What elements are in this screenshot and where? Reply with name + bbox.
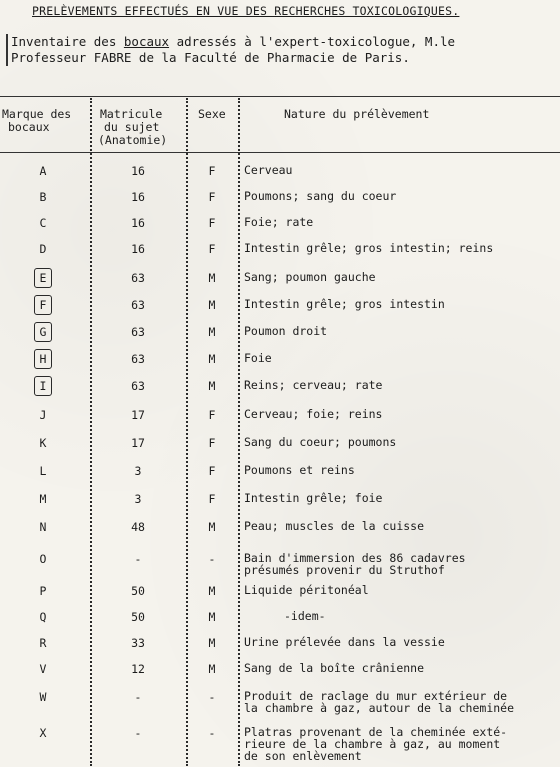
table-row [0, 298, 560, 320]
row-nature [244, 464, 560, 476]
intro-paragraph [6, 34, 551, 66]
mark-letter: L [39, 464, 47, 478]
row-sex: - [208, 690, 216, 704]
row-matricule: 63 [131, 325, 145, 339]
intro-line-2: Professeur FABRE de la Faculté de Pharmacie de Paris. [11, 50, 410, 65]
header-nature: Nature du prélèvement [284, 107, 430, 121]
row-matricule: 63 [131, 271, 145, 285]
row-nature [244, 492, 560, 504]
row-nature [244, 662, 560, 674]
row-nature-line-1: Peau; muscles de la cuisse [244, 519, 425, 533]
row-nature [244, 610, 560, 622]
table-row [0, 464, 560, 486]
mark-letter: A [39, 164, 47, 178]
row-nature-line-1: Poumon droit [244, 324, 328, 338]
row-sex: M [208, 520, 216, 534]
row-sex: M [208, 298, 216, 312]
header-matricule-line-1: Matricule [100, 107, 163, 121]
row-nature-line-2: présumés provenir du Struthof [244, 563, 445, 577]
boxed-mark-letter: I [34, 376, 53, 396]
table-row [0, 725, 560, 763]
row-nature-line-1: Cerveau; foie; reins [244, 407, 383, 421]
row-nature-line-1: Sang du coeur; poumons [244, 435, 397, 449]
row-matricule: 33 [131, 636, 145, 650]
row-matricule: - [134, 726, 142, 740]
row-nature [244, 298, 560, 310]
row-sex: F [208, 216, 216, 230]
row-mark [0, 492, 86, 506]
header-mark-line-2: bocaux [8, 120, 50, 134]
row-nature-line-1: Sang de la boîte crânienne [244, 661, 425, 675]
row-nature-line-1: Produit de raclage du mur extérieur de [244, 689, 508, 703]
row-nature-line-2: la chambre à gaz, autour de la cheminée [244, 701, 515, 715]
table-row [0, 271, 560, 293]
row-sex: F [208, 492, 216, 506]
boxed-mark-letter: H [34, 349, 53, 369]
row-mark [0, 610, 86, 624]
mark-letter: X [39, 726, 47, 740]
row-matricule: 16 [131, 190, 145, 204]
header-mark-line-1: Marque des [2, 107, 72, 121]
row-nature [244, 552, 560, 576]
row-nature-line-3: de son enlèvement [244, 749, 362, 763]
table-row [0, 242, 560, 264]
mark-letter: M [39, 492, 47, 506]
mark-letter: J [39, 408, 47, 422]
row-sex: F [208, 464, 216, 478]
row-mark [0, 325, 86, 342]
row-sex: F [208, 242, 216, 256]
row-sex: M [208, 352, 216, 366]
table-header-rule [0, 152, 560, 153]
row-sex: M [208, 325, 216, 339]
table-row [0, 352, 560, 374]
row-sex: F [208, 436, 216, 450]
row-mark [0, 464, 86, 478]
row-mark [0, 298, 86, 315]
row-matricule: 3 [134, 464, 142, 478]
table-row [0, 190, 560, 212]
boxed-mark-letter: G [34, 322, 53, 342]
row-matricule: 16 [131, 164, 145, 178]
intro-line-1-pre: Inventaire des [11, 34, 124, 49]
header-matricule-line-3: (Anatomie) [98, 133, 168, 147]
row-sex: F [208, 408, 216, 422]
row-mark [0, 216, 86, 230]
row-nature-line-1: Platras provenant de la cheminée exté- [244, 725, 508, 739]
table-row [0, 492, 560, 514]
row-nature-line-1: Poumons; sang du coeur [244, 189, 397, 203]
table-row [0, 551, 560, 577]
table-row [0, 662, 560, 684]
row-sex: F [208, 164, 216, 178]
row-mark [0, 436, 86, 450]
table-row [0, 164, 560, 186]
row-mark [0, 636, 86, 650]
row-sex: M [208, 610, 216, 624]
row-mark [0, 520, 86, 534]
table-row [0, 689, 560, 715]
table-row [0, 436, 560, 458]
mark-letter: V [39, 662, 47, 676]
row-nature [244, 436, 560, 448]
mark-letter: W [39, 690, 47, 704]
row-mark [0, 552, 86, 566]
page-title: PRELÈVEMENTS EFFECTUÉS EN VUE DES RECHERCHES TOXICOLOGIQUES. [32, 4, 460, 18]
mark-letter: B [39, 190, 47, 204]
row-matricule: 16 [131, 216, 145, 230]
header-matricule-line-2: du sujet [104, 120, 160, 134]
row-nature-line-1: Sang; poumon gauche [244, 270, 376, 284]
table-row [0, 325, 560, 347]
table-row [0, 584, 560, 606]
row-sex: - [208, 726, 216, 740]
row-nature [244, 271, 560, 283]
row-nature [244, 216, 560, 228]
row-mark [0, 164, 86, 178]
row-nature [244, 352, 560, 364]
row-sex: M [208, 636, 216, 650]
row-mark [0, 271, 86, 288]
row-nature-line-1: Urine prélevée dans la vessie [244, 635, 445, 649]
row-nature [244, 636, 560, 648]
row-mark [0, 726, 86, 740]
row-mark [0, 584, 86, 598]
row-mark [0, 379, 86, 396]
row-sex: F [208, 190, 216, 204]
table-row [0, 610, 560, 632]
row-nature-line-1: Bain d'immersion des 86 cadavres [244, 551, 466, 565]
row-matricule: 50 [131, 610, 145, 624]
row-nature-line-2: rieure de la chambre à gaz, au moment [244, 737, 501, 751]
mark-letter: R [39, 636, 47, 650]
mark-letter: N [39, 520, 47, 534]
mark-letter: D [39, 242, 47, 256]
row-matricule: 17 [131, 436, 145, 450]
boxed-mark-letter: F [34, 295, 53, 315]
mark-letter: K [39, 436, 47, 450]
table-row [0, 636, 560, 658]
row-nature [244, 520, 560, 532]
row-matricule: 17 [131, 408, 145, 422]
intro-line-1 [11, 34, 551, 50]
row-sex: M [208, 662, 216, 676]
row-nature [244, 408, 560, 420]
row-matricule: 63 [131, 298, 145, 312]
table-row [0, 216, 560, 238]
row-matricule: 3 [134, 492, 142, 506]
table-row [0, 379, 560, 401]
row-nature [244, 379, 560, 391]
row-matricule: 16 [131, 242, 145, 256]
table-row [0, 408, 560, 430]
specimen-table [0, 96, 560, 767]
row-mark [0, 662, 86, 676]
table-row [0, 520, 560, 542]
row-nature [244, 690, 560, 714]
mark-letter: C [39, 216, 47, 230]
intro-underlined-word: bocaux [123, 34, 170, 49]
row-nature-line-1: Poumons et reins [244, 463, 355, 477]
row-nature [244, 325, 560, 337]
row-nature-line-1: Intestin grêle; gros intestin; reins [244, 241, 494, 255]
row-matricule: - [134, 690, 142, 704]
row-matricule: 48 [131, 520, 145, 534]
row-matricule: 50 [131, 584, 145, 598]
row-mark [0, 690, 86, 704]
row-matricule: 63 [131, 352, 145, 366]
row-matricule: 12 [131, 662, 145, 676]
row-matricule: 63 [131, 379, 145, 393]
row-nature [244, 164, 560, 176]
mark-letter: P [39, 584, 47, 598]
row-nature-line-1: Intestin grêle; foie [244, 491, 383, 505]
intro-line-1-post: adressés à l'expert-toxicologue, M.le [169, 34, 456, 49]
row-nature [244, 584, 560, 596]
row-nature-line-1: Liquide péritonéal [244, 583, 369, 597]
row-mark [0, 408, 86, 422]
row-nature [244, 726, 560, 762]
row-nature [244, 190, 560, 202]
mark-letter: Q [39, 610, 47, 624]
row-sex: M [208, 271, 216, 285]
row-sex: M [208, 379, 216, 393]
table-top-rule [0, 96, 560, 97]
header-sex: Sexe [198, 107, 226, 121]
row-nature-line-1: Foie [244, 351, 272, 365]
row-mark [0, 190, 86, 204]
row-nature-line-1: Foie; rate [244, 215, 314, 229]
row-nature-line-1: Reins; cerveau; rate [244, 378, 383, 392]
row-nature-line-1: -idem- [284, 609, 326, 623]
row-nature-line-1: Cerveau [244, 163, 293, 177]
row-mark [0, 242, 86, 256]
row-mark [0, 352, 86, 369]
mark-letter: O [39, 552, 47, 566]
row-sex: - [208, 552, 216, 566]
row-sex: M [208, 584, 216, 598]
row-nature [244, 242, 560, 254]
row-nature-line-1: Intestin grêle; gros intestin [244, 297, 445, 311]
row-matricule: - [134, 552, 142, 566]
boxed-mark-letter: E [34, 268, 53, 288]
